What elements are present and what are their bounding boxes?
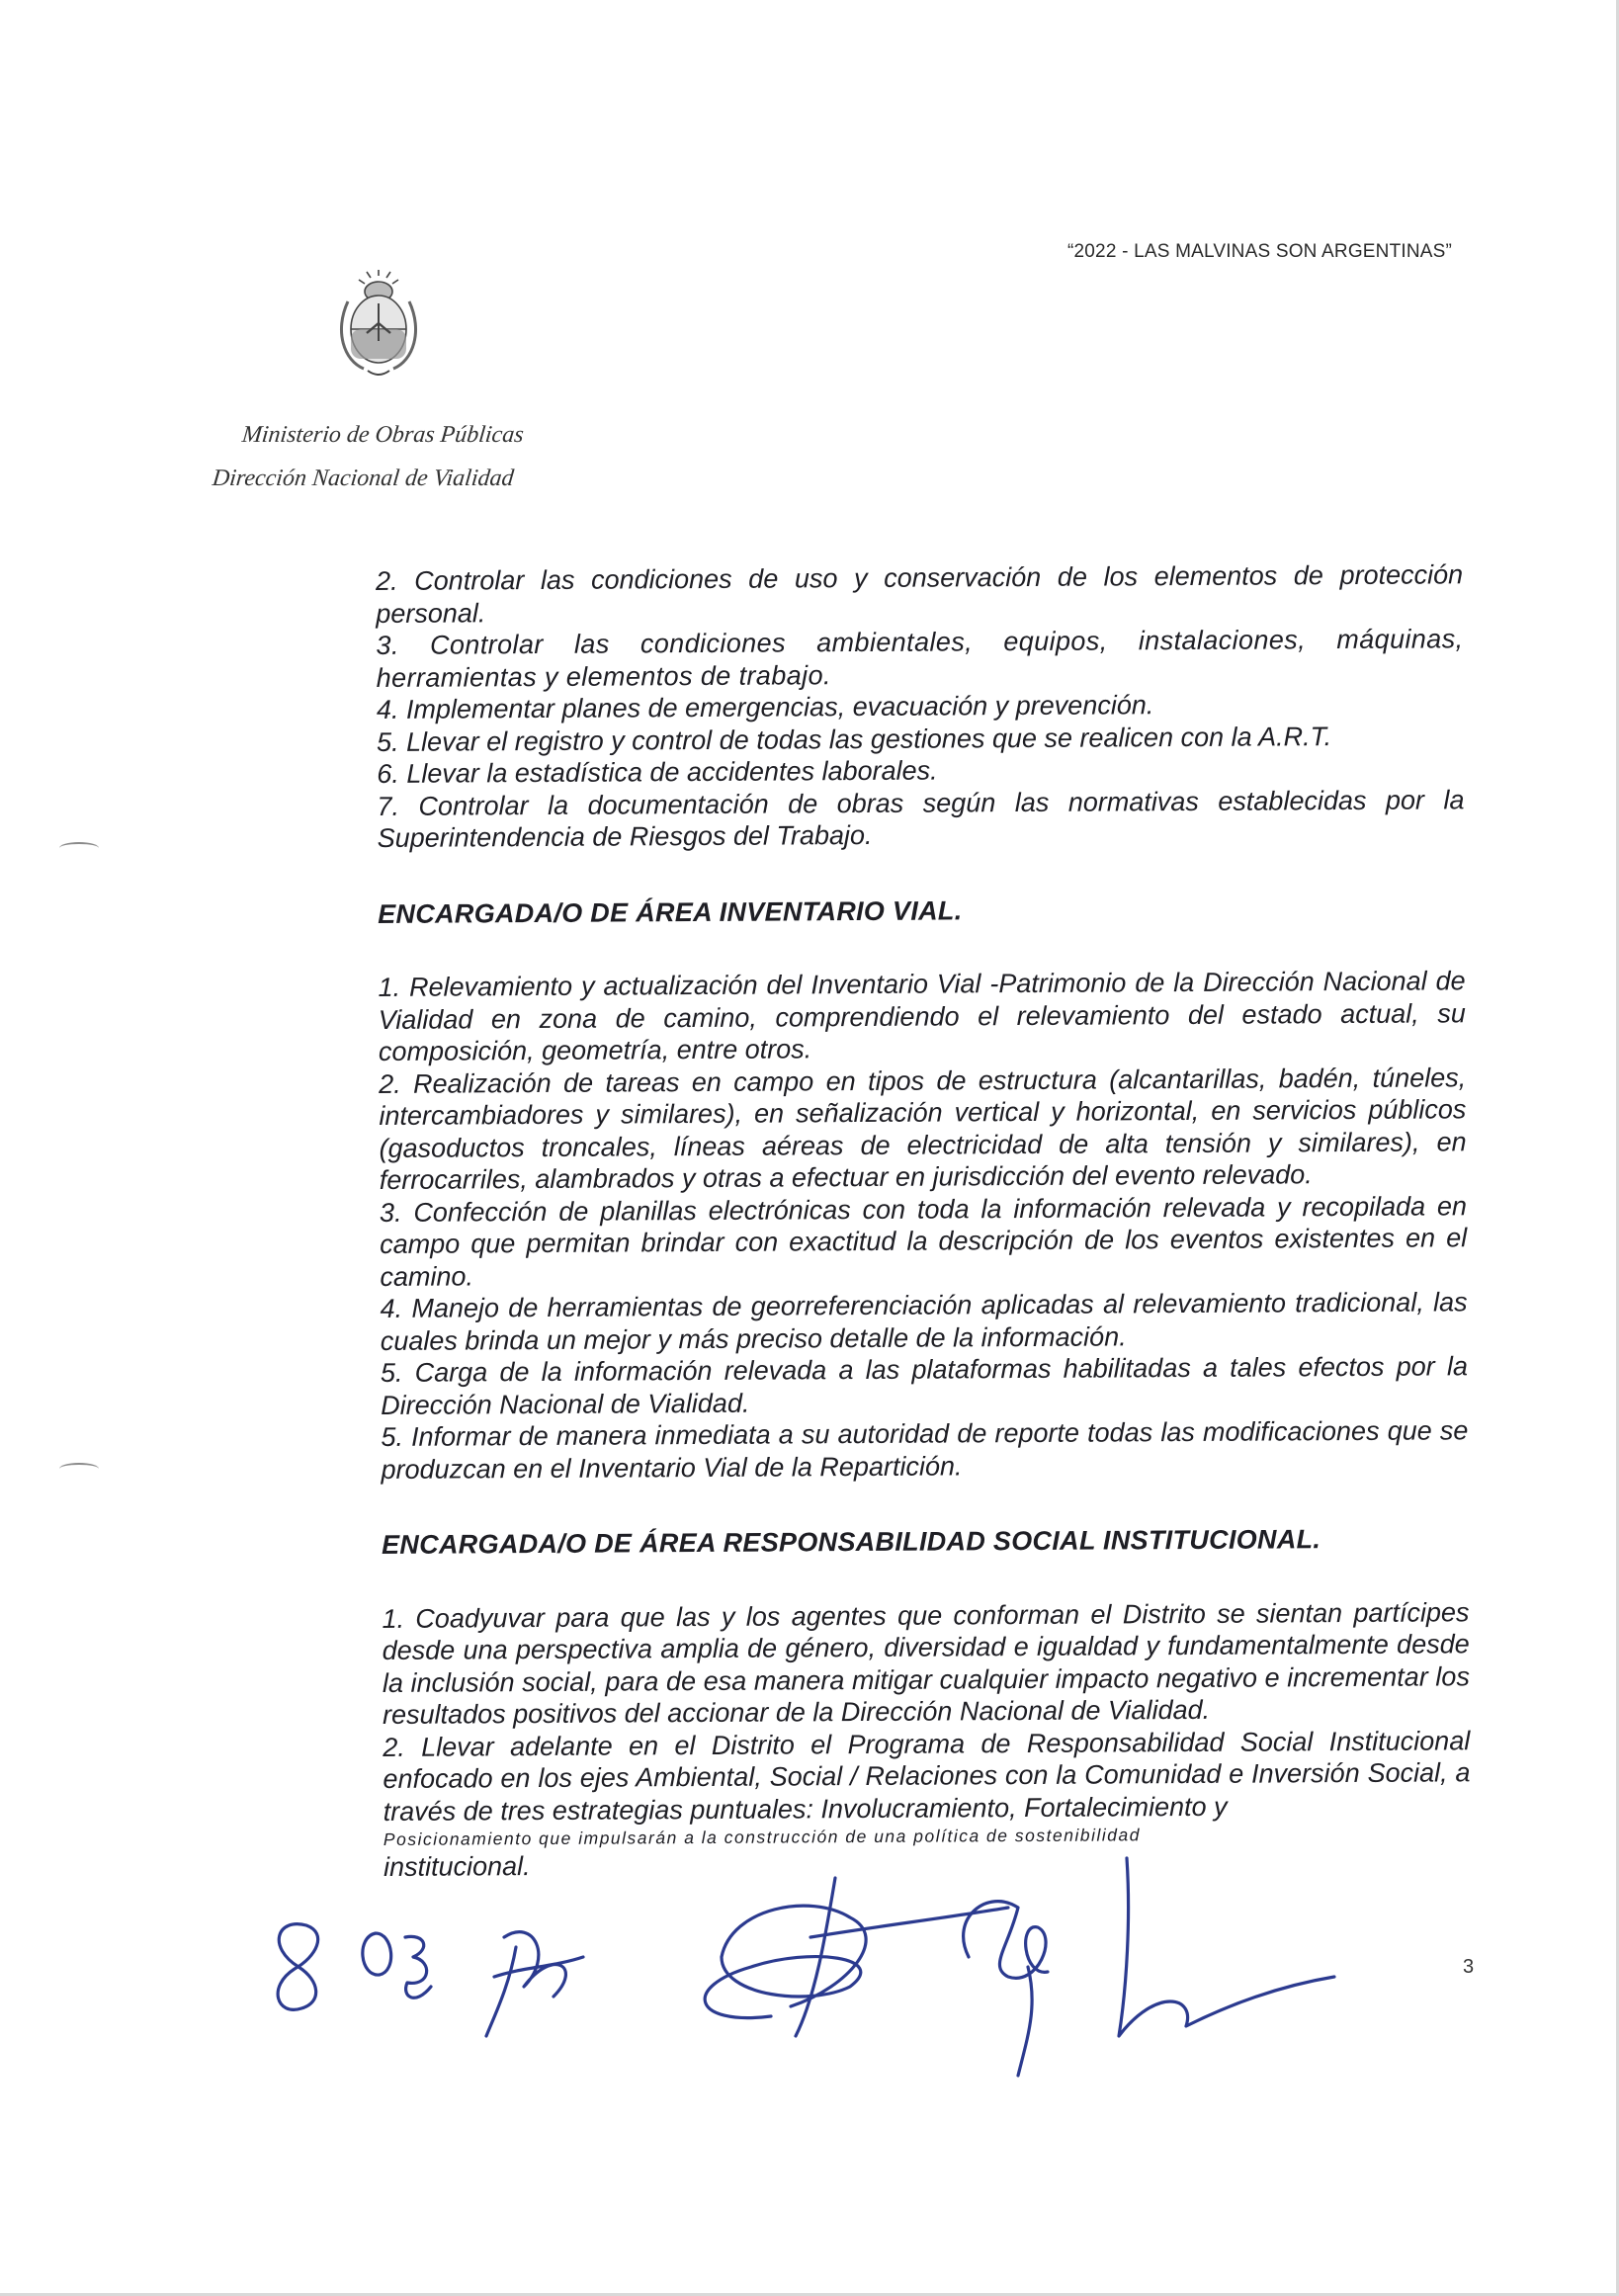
- list-item: 4. Implementar planes de emergencias, evacuación y prevención.: [376, 690, 1154, 724]
- initials-0: [363, 1933, 391, 1975]
- list-item: 2. Llevar adelante en el Distrito el Programa de Responsabilidad Social Institucional enfocado en los ejes Ambiental, Social / Relaciones con la Comunidad e Inversión Social, a través de tres estrategias puntuales: Involucramiento, Fortalecimiento y: [383, 1725, 1471, 1827]
- list-item-continuation: Posicionamiento que impulsarán a la construcción de una política de sostenibilidad: [383, 1825, 1141, 1849]
- initials-3: [405, 1936, 431, 1998]
- section-heading-rsi: ENCARGADA/O DE ÁREA RESPONSABILIDAD SOCIAL INSTITUCIONAL.: [381, 1524, 1321, 1560]
- list-item: 4. Manejo de herramientas de georreferenciación aplicadas al relevamiento tradicional, las cuales brinda un mejor y más preciso detalle de la información.: [380, 1287, 1468, 1356]
- signature-4: [1119, 1858, 1334, 2036]
- margin-mark: [59, 842, 99, 854]
- list-item: 6. Llevar la estadística de accidentes laborales.: [377, 755, 938, 789]
- signature-3: [964, 1902, 1048, 2076]
- page-number: 3: [1463, 1956, 1475, 1978]
- document-body: [376, 558, 1471, 1883]
- list-item: 7. Controlar la documentación de obras según las normativas establecidas por la Superintendencia de Riesgos del Trabajo.: [377, 784, 1465, 853]
- section-heading-inventario: ENCARGADA/O DE ÁREA INVENTARIO VIAL.: [378, 894, 963, 929]
- handwritten-signatures: [257, 1838, 1463, 2095]
- list-item: 2. Realización de tareas en campo en tipos de estructura (alcantarillas, badén, túneles, intercambiadores y similares), en señalización vertical y horizontal, en servicios públicos (gasoductos troncales, líneas aéreas de electricidad de alta tensión y similares), en ferrocarriles, alambrados y otras a efectuar en jurisdicción del evento relevado.: [379, 1062, 1467, 1195]
- directorate-name: Dirección Nacional de Vialidad: [211, 466, 515, 491]
- margin-mark: [59, 1463, 99, 1475]
- signature-2: [705, 1878, 1008, 2036]
- list-item: 2. Controlar las condiciones de uso y conservación de los elementos de protección personal.: [376, 559, 1464, 629]
- list-item: 5. Informar de manera inmediata a su autoridad de reporte todas las modificaciones que se produzcan en el Inventario Vial de la Repartición.: [381, 1415, 1469, 1485]
- list-item: 3. Confección de planillas electrónicas con toda la información relevada y recopilada en campo que permitan brindar con exactitud la descripción de los eventos existentes en el camino.: [379, 1190, 1468, 1292]
- coat-of-arms-seal: [334, 262, 423, 381]
- ministry-letterhead: [213, 413, 568, 500]
- list-item: 5. Llevar el registro y control de todas las gestiones que se realicen con la A.R.T.: [376, 721, 1332, 757]
- ministry-name: Ministerio de Obras Públicas: [240, 422, 526, 448]
- signature-1: [486, 1932, 583, 2036]
- initials-8: [278, 1924, 318, 2010]
- list-item: 5. Carga de la información relevada a las plataformas habilitadas a tales efectos por la Dirección Nacional de Vialidad.: [380, 1351, 1469, 1420]
- list-item: 3. Controlar las condiciones ambientales, equipos, instalaciones, máquinas, herramientas y elementos de trabajo.: [376, 624, 1464, 693]
- list-item-end: institucional.: [383, 1851, 531, 1882]
- list-item: 1. Coadyuvar para que las y los agentes que conforman el Distrito se sientan partícipes desde una perspectiva amplia de género, diversidad e igualdad y fundamentalmente desde la inclusión social, para de esa manera mitigar cualquier impacto negativo e incrementar los resultados positivos del accionar de la Dirección Nacional de Vialidad.: [382, 1596, 1470, 1730]
- list-item: 1. Relevamiento y actualización del Inventario Vial -Patrimonio de la Dirección Nacional de Vialidad en zona de camino, comprendiendo el relevamiento del estado actual, su composición, geometría, entre otros.: [378, 966, 1466, 1066]
- header-motto: “2022 - LAS MALVINAS SON ARGENTINAS”: [1067, 241, 1453, 262]
